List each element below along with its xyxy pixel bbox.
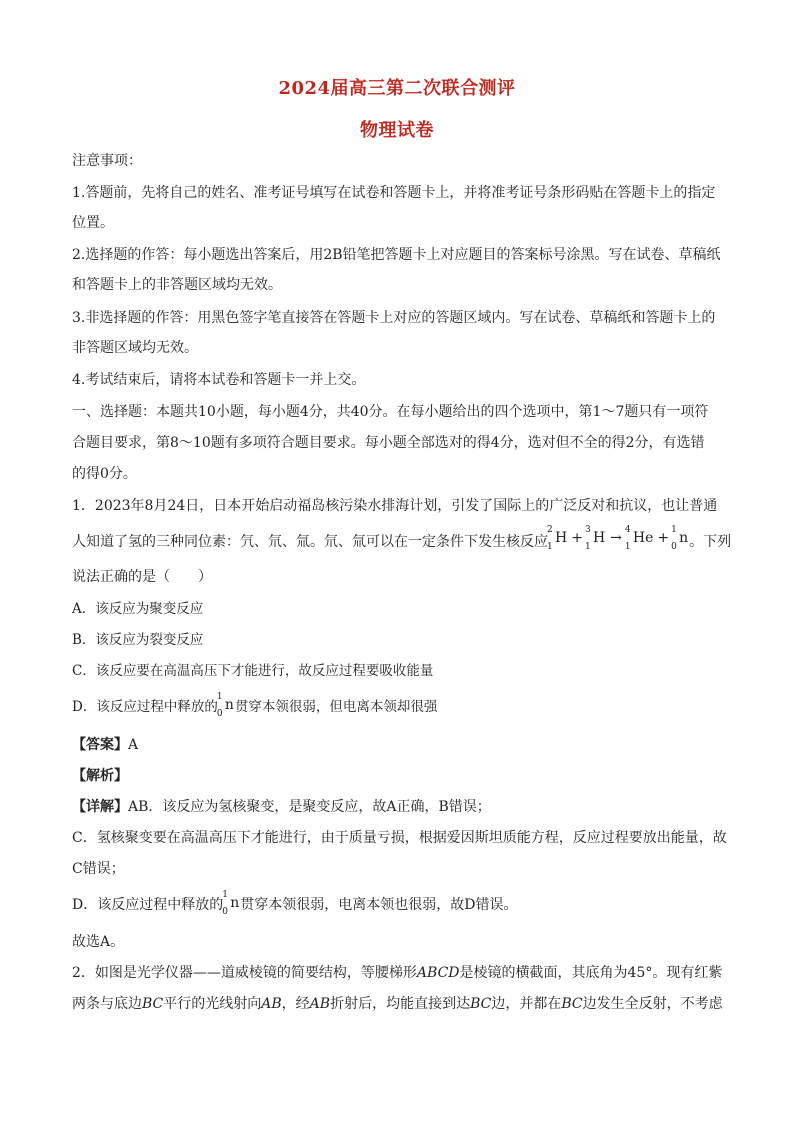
variable: BC	[561, 996, 583, 1012]
detail-line-3	[72, 890, 518, 917]
question-2-stem-2	[72, 995, 723, 1013]
section-instruction-2: 合题目要求，第8～10题有多项符合题目要求。每小题全部选对的得4分，选对但不全的得2分，有选错	[72, 435, 705, 451]
element-symbol: He	[632, 530, 654, 546]
notice-item-2-cont: 和答题卡上的非答题区域均无效。	[72, 277, 282, 293]
stem-text: ，经	[281, 996, 310, 1012]
analysis-tag: 【解析】	[72, 768, 128, 784]
atomic-number: 1	[624, 542, 631, 552]
option-d	[72, 692, 438, 719]
detail-tag: 【详解】	[72, 799, 128, 815]
variable: AB	[309, 996, 331, 1012]
detail-text: AB．该反应为氢核聚变，是聚变反应，故A正确，B错误；	[128, 799, 491, 815]
answer-tag: 【答案】	[72, 737, 128, 753]
option-a: A．该反应为聚变反应	[72, 601, 204, 617]
plus-sign: +	[657, 530, 670, 546]
stem-text-end: 。下列	[689, 534, 732, 550]
notice-item-3-cont: 非答题区域均无效。	[72, 340, 198, 356]
plus-sign: +	[571, 530, 583, 546]
element-symbol: H	[592, 530, 606, 546]
detail-line-1	[72, 798, 491, 816]
stem-text: 是棱镜的横截面，其底角为45°。现有红紫	[459, 965, 723, 981]
variable: BC	[470, 996, 492, 1012]
atomic-number: 1	[584, 542, 591, 552]
section-heading: 一、选择题：本题共10小题，每小题4分，共40分。在每小题给出的四个选项中，第1～7题只有一项符	[72, 404, 709, 420]
notice-item-2: 2.选择题的作答：每小题选出答案后，用2B铅笔把答题卡上对应题目的答案标号涂黑。写在试卷、草稿纸	[72, 247, 721, 263]
element-symbol: H	[555, 530, 568, 546]
conclusion: 故选A。	[72, 934, 125, 950]
stem-text: 人知道了氢的三种同位素：氕、氘、氚。氘、氚可以在一定条件下发生核反应	[72, 534, 548, 550]
variable: AB	[261, 996, 282, 1012]
nuclide-tritium	[584, 525, 606, 552]
answer-value: A	[128, 737, 139, 753]
nuclide-helium	[624, 525, 654, 552]
variable: BC	[142, 996, 164, 1012]
stem-text: 折射后，均能直接到达	[330, 996, 471, 1012]
stem-text: 2．如图是光学仪器——道威棱镜的简要结构，等腰梯形	[72, 965, 417, 981]
mass-number: 3	[584, 525, 591, 535]
exam-title: 2024届高三第二次联合测评	[278, 78, 516, 99]
question-1-prompt: 说法正确的是（ ）	[72, 569, 212, 585]
mass-number: 1	[222, 890, 228, 900]
stem-text: 边发生全反射，不考虑	[582, 996, 723, 1012]
notice-item-1: 1.答题前，先将自己的姓名、准考证号填写在试卷和答题卡上，并将准考证号条形码贴在答题卡上的指定	[72, 185, 716, 201]
element-symbol: n	[230, 895, 240, 911]
reaction-arrow: →	[610, 530, 622, 546]
mass-number: 4	[624, 525, 631, 535]
notice-item-1-cont: 位置。	[72, 215, 114, 231]
stem-text: 两条与底边	[72, 996, 142, 1012]
option-d-text-end: 贯穿本领很弱，但电离本领却很强	[234, 699, 438, 715]
option-c: C．该反应要在高温高压下才能进行，故反应过程要吸收能量	[72, 663, 434, 679]
detail-text-end: 贯穿本领很弱，电离本领也很弱，故D错误。	[240, 897, 518, 913]
mass-number: 2	[547, 525, 553, 535]
detail-line-2: C．氢核聚变要在高温高压下才能进行，由于质量亏损，根据爱因斯坦质能方程，反应过程要放出能量，故	[72, 830, 727, 846]
nuclide-deuterium	[547, 525, 568, 552]
section-instruction-3: 的得0分。	[72, 466, 137, 482]
stem-text: 边，并都在	[491, 996, 562, 1012]
atomic-number: 1	[547, 542, 553, 552]
detail-text: D．该反应过程中释放的	[72, 897, 224, 913]
atomic-number: 0	[222, 907, 228, 917]
nuclide-neutron	[216, 692, 234, 719]
notice-item-3: 3.非选择题的作答：用黑色签字笔直接答在答题卡上对应的答题区域内。写在试卷、草稿纸和答题卡上的	[72, 310, 716, 326]
element-symbol: n	[224, 697, 234, 713]
question-1-stem: 1．2023年8月24日，日本开始启动福岛核污染水排海计划，引发了国际上的广泛反对和抗议，也让普通	[72, 498, 718, 514]
notice-heading: 注意事项：	[72, 153, 142, 169]
nuclide-neutron	[222, 890, 240, 917]
mass-number: 1	[671, 525, 677, 535]
atomic-number: 0	[671, 542, 677, 552]
nuclide-neutron	[671, 525, 689, 552]
stem-text: 平行的光线射向	[163, 996, 262, 1012]
question-1-stem-2	[72, 525, 732, 552]
variable: ABCD	[416, 965, 460, 981]
mass-number: 1	[216, 692, 223, 702]
element-symbol: n	[679, 530, 689, 546]
option-d-text: D．该反应过程中释放的	[72, 699, 218, 715]
notice-item-4: 4.考试结束后，请将本试卷和答题卡一并上交。	[72, 372, 366, 388]
answer-line	[72, 736, 138, 754]
nuclear-equation	[547, 525, 689, 552]
atomic-number: 0	[216, 709, 223, 719]
question-2-stem	[72, 964, 722, 982]
detail-line-2-cont: C错误；	[72, 861, 125, 877]
option-b: B．该反应为裂变反应	[72, 632, 204, 648]
exam-subtitle: 物理试卷	[360, 120, 434, 141]
